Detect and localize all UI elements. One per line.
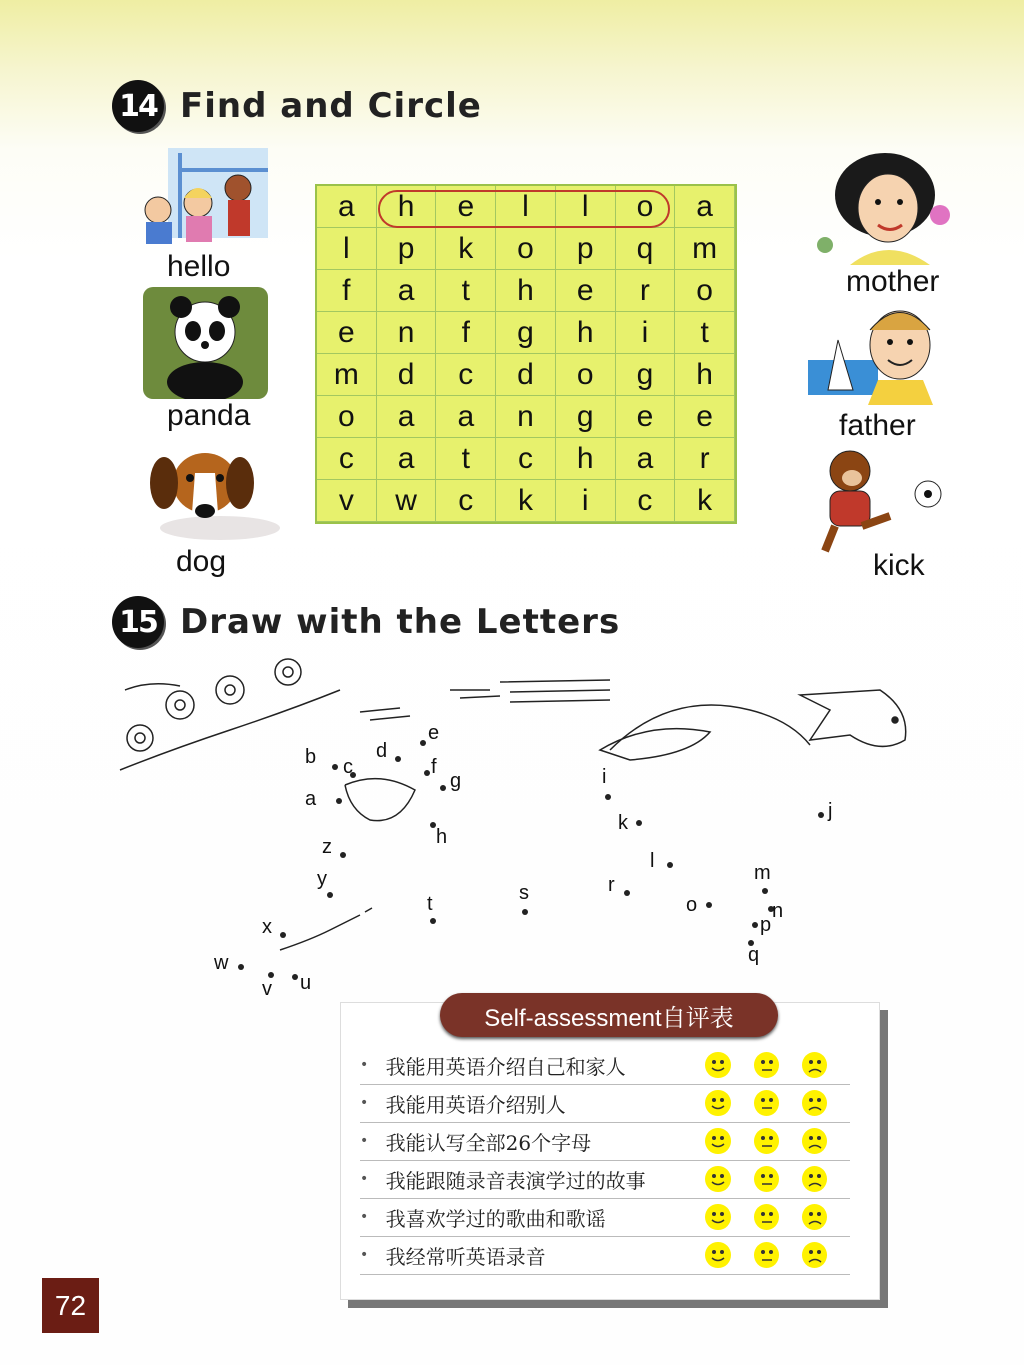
bullet-icon: •: [360, 1133, 369, 1149]
assessment-text: 我经常听英语录音: [385, 1244, 546, 1269]
bullet-icon: •: [360, 1171, 369, 1187]
grid-cell[interactable]: c: [436, 480, 496, 522]
grid-cell[interactable]: t: [436, 438, 496, 480]
dot-k: [636, 820, 642, 826]
bullet-icon: •: [360, 1209, 369, 1225]
neutral-face-icon[interactable]: [754, 1090, 779, 1116]
dot-j: [818, 812, 824, 818]
dot-e: [420, 740, 426, 746]
section-number-badge: 15: [112, 596, 164, 648]
dot-label-e: e: [428, 722, 440, 744]
dot-u: [292, 974, 298, 980]
dot-r: [624, 890, 630, 896]
kick-label: kick: [873, 549, 925, 582]
section-15-title: [112, 596, 620, 648]
grid-cell[interactable]: k: [496, 480, 556, 522]
grid-cell[interactable]: p: [377, 228, 437, 270]
kick-illustration: [800, 446, 950, 560]
assessment-row: [360, 1122, 850, 1161]
dot-label-r: r: [608, 874, 615, 896]
section-heading: Draw with the Letters: [180, 602, 621, 642]
grid-cell[interactable]: m: [317, 354, 377, 396]
dot-p: [752, 922, 758, 928]
section-number-badge: 14: [112, 80, 164, 132]
dot-label-i: i: [602, 766, 607, 788]
grid-cell[interactable]: e: [675, 396, 735, 438]
grid-cell[interactable]: e: [616, 396, 676, 438]
assessment-row: [360, 1160, 850, 1199]
grid-cell[interactable]: g: [496, 312, 556, 354]
grid-cell[interactable]: w: [377, 480, 437, 522]
dot-to-dot-scene: [110, 650, 930, 1014]
grid-cell[interactable]: d: [377, 354, 437, 396]
dot-w: [238, 964, 244, 970]
sad-face-icon[interactable]: [802, 1204, 827, 1230]
dot-label-z: z: [322, 836, 332, 858]
grid-cell[interactable]: g: [616, 354, 676, 396]
dot-d: [395, 756, 401, 762]
dog-label: dog: [176, 545, 227, 578]
dot-i: [605, 794, 611, 800]
grid-cell[interactable]: h: [377, 186, 437, 228]
self-assessment-title: Self-assessment自评表: [440, 993, 778, 1037]
bullet-icon: •: [360, 1247, 369, 1263]
grid-cell[interactable]: k: [675, 480, 735, 522]
mother-label: mother: [846, 265, 940, 298]
grid-cell[interactable]: o: [556, 354, 616, 396]
grid-cell[interactable]: o: [317, 396, 377, 438]
bullet-icon: •: [360, 1057, 369, 1073]
grid-cell[interactable]: h: [675, 354, 735, 396]
neutral-face-icon[interactable]: [754, 1204, 779, 1230]
grid-cell[interactable]: n: [377, 312, 437, 354]
dot-label-w: w: [214, 952, 229, 974]
grid-cell[interactable]: h: [556, 438, 616, 480]
dot-s: [522, 909, 528, 915]
dot-label-y: y: [317, 868, 327, 890]
assessment-row: [360, 1046, 850, 1085]
happy-face-icon[interactable]: [705, 1052, 730, 1078]
grid-cell[interactable]: c: [496, 438, 556, 480]
assessment-row: [360, 1236, 850, 1275]
grid-cell[interactable]: r: [616, 270, 676, 312]
grid-cell[interactable]: h: [496, 270, 556, 312]
sad-face-icon[interactable]: [802, 1242, 827, 1268]
sad-face-icon[interactable]: [802, 1128, 827, 1154]
hello-label: hello: [167, 250, 231, 283]
dot-label-x: x: [262, 916, 272, 938]
panda-label: panda: [167, 399, 251, 432]
dot-label-t: t: [427, 893, 433, 915]
dot-label-a: a: [305, 788, 317, 810]
happy-face-icon[interactable]: [705, 1128, 730, 1154]
grid-cell[interactable]: a: [436, 396, 496, 438]
page-number: 72: [42, 1278, 99, 1333]
grid-cell[interactable]: n: [496, 396, 556, 438]
dot-z: [340, 852, 346, 858]
happy-face-icon[interactable]: [705, 1204, 730, 1230]
grid-cell[interactable]: t: [675, 312, 735, 354]
assessment-text: 我能用英语介绍别人: [385, 1092, 566, 1117]
dot-m: [762, 888, 768, 894]
grid-cell[interactable]: v: [317, 480, 377, 522]
bullet-icon: •: [360, 1095, 369, 1111]
dot-b: [332, 764, 338, 770]
father-illustration: [808, 300, 958, 409]
grid-cell[interactable]: f: [317, 270, 377, 312]
word-search-grid: [315, 184, 737, 524]
grid-cell[interactable]: c: [317, 438, 377, 480]
dot-label-m: m: [754, 862, 771, 884]
hello-circle-mark: [378, 190, 670, 228]
dot-label-g: g: [450, 770, 462, 792]
dot-t: [430, 918, 436, 924]
dot-label-d: d: [376, 740, 388, 762]
dot-a: [336, 798, 342, 804]
dot-label-f: f: [431, 756, 437, 778]
grid-cell[interactable]: i: [616, 312, 676, 354]
grid-cell[interactable]: k: [436, 228, 496, 270]
grid-cell[interactable]: i: [556, 480, 616, 522]
dot-label-h: h: [436, 826, 448, 848]
grid-cell[interactable]: a: [377, 438, 437, 480]
dot-label-v: v: [262, 978, 272, 1000]
neutral-face-icon[interactable]: [754, 1242, 779, 1268]
section-14-title: [112, 80, 482, 132]
sad-face-icon[interactable]: [802, 1052, 827, 1078]
dot-label-k: k: [618, 812, 628, 834]
dot-label-q: q: [748, 944, 760, 966]
grid-cell[interactable]: a: [675, 186, 735, 228]
dot-x: [280, 932, 286, 938]
grid-cell[interactable]: a: [616, 438, 676, 480]
panda-illustration: [143, 287, 268, 403]
neutral-face-icon[interactable]: [754, 1128, 779, 1154]
dot-label-n: n: [772, 900, 784, 922]
dot-label-u: u: [300, 972, 312, 994]
hello-illustration: [138, 148, 273, 252]
grid-cell[interactable]: r: [675, 438, 735, 480]
grid-cell[interactable]: o: [616, 186, 676, 228]
grid-cell[interactable]: e: [556, 270, 616, 312]
grid-cell[interactable]: l: [317, 228, 377, 270]
neutral-face-icon[interactable]: [754, 1052, 779, 1078]
grid-cell[interactable]: h: [556, 312, 616, 354]
assessment-row: [360, 1084, 850, 1123]
grid-cell[interactable]: a: [377, 270, 437, 312]
dot-label-j: j: [828, 800, 833, 822]
dot-label-b: b: [305, 746, 317, 768]
grid-cell[interactable]: q: [616, 228, 676, 270]
dot-label-s: s: [519, 882, 529, 904]
grid-cell[interactable]: c: [436, 354, 496, 396]
dot-label-c: c: [343, 756, 353, 778]
assessment-row: [360, 1198, 850, 1237]
dot-f: [424, 770, 430, 776]
assessment-text: 我能用英语介绍自己和家人: [385, 1054, 626, 1079]
neutral-face-icon[interactable]: [754, 1166, 779, 1192]
grid-cell[interactable]: e: [317, 312, 377, 354]
grid-cell[interactable]: o: [675, 270, 735, 312]
grid-cell[interactable]: f: [436, 312, 496, 354]
grid-cell[interactable]: l: [556, 186, 616, 228]
dot-label-p: p: [760, 914, 772, 936]
mother-illustration: [810, 150, 960, 269]
dog-illustration: [140, 443, 280, 547]
dot-y: [327, 892, 333, 898]
father-label: father: [839, 409, 916, 442]
happy-face-icon[interactable]: [705, 1242, 730, 1268]
grid-cell[interactable]: d: [496, 354, 556, 396]
assessment-text: 我喜欢学过的歌曲和歌谣: [385, 1206, 606, 1231]
grid-cell[interactable]: a: [377, 396, 437, 438]
assessment-text: 我能跟随录音表演学过的故事: [385, 1168, 646, 1193]
grid-cell[interactable]: o: [496, 228, 556, 270]
dot-g: [440, 785, 446, 791]
grid-cell[interactable]: l: [496, 186, 556, 228]
grid-cell[interactable]: e: [436, 186, 496, 228]
assessment-text: 我能认写全部26个字母: [385, 1130, 592, 1155]
grid-cell[interactable]: m: [675, 228, 735, 270]
sad-face-icon[interactable]: [802, 1090, 827, 1116]
grid-cell[interactable]: g: [556, 396, 616, 438]
grid-cell[interactable]: c: [616, 480, 676, 522]
happy-face-icon[interactable]: [705, 1090, 730, 1116]
dot-o: [706, 902, 712, 908]
dot-label-o: o: [686, 894, 698, 916]
grid-cell[interactable]: t: [436, 270, 496, 312]
dot-label-l: l: [650, 850, 655, 872]
sad-face-icon[interactable]: [802, 1166, 827, 1192]
section-heading: Find and Circle: [180, 86, 482, 126]
grid-cell[interactable]: p: [556, 228, 616, 270]
grid-cell[interactable]: a: [317, 186, 377, 228]
happy-face-icon[interactable]: [705, 1166, 730, 1192]
dot-l: [667, 862, 673, 868]
